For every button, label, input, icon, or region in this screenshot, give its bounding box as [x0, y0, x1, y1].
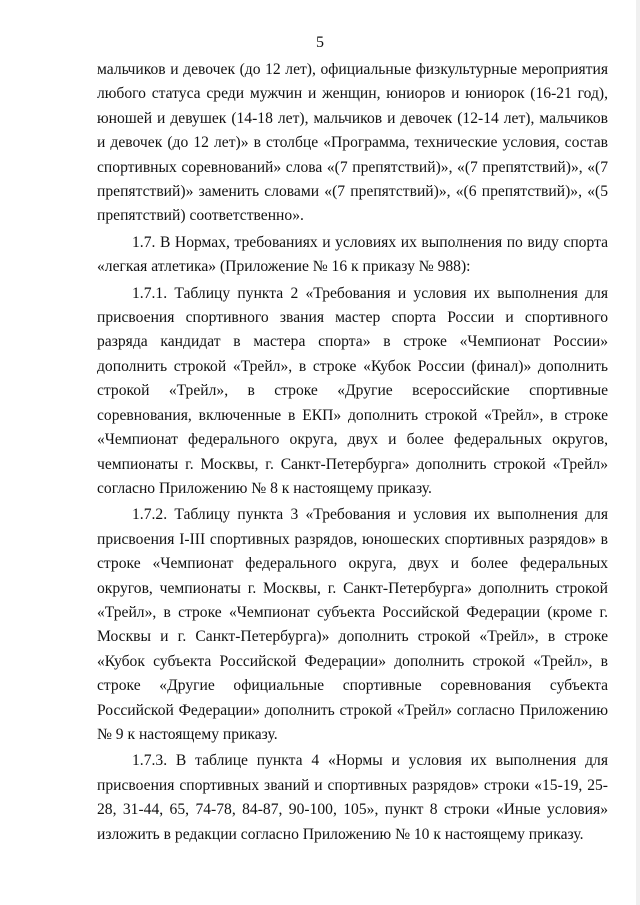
- paragraph-1-7: 1.7. В Нормах, требованиях и условиях их выполнения по виду спорта «легкая атлетика» (Приложение № 16 к приказу № 988):: [97, 233, 608, 276]
- paragraph-1-7-3: 1.7.3. В таблице пункта 4 «Нормы и условия их выполнения для присвоения спортивных званий и спортивных разрядов» строки «15-19, 25-28, 31-44, 65, 74-78, 84-87, 90-100, 105», пункт 8 строки «Иные условия» изложить в редакции согласно Приложению № 10 к настоящему приказу.: [97, 752, 608, 843]
- paragraph-continuation: мальчиков и девочек (до 12 лет), официальные физкультурные мероприятия любого статуса среди мужчин и женщин, юниоров и юниорок (16-21 год), юношей и девушек (14-18 лет), мальчиков и девочек (12-14 лет), мальчиков и девочек (до 12 лет)» в столбце «Программа, технические условия, состав спортивных соревнований» слова «(7 препятствий)», «(7 препятствий)», «(7 препятствий)» заменить словами «(7 препятствий)», «(6 препятствий)», «(5 препятствий) соответственно».: [97, 61, 608, 225]
- paragraph-1-7-1: 1.7.1. Таблицу пункта 2 «Требования и условия их выполнения для присвоения спортивного звания мастер спорта России и спортивного разряда кандидат в мастера спорта» в строке «Чемпионат России» дополнить строкой «Трейл», в строке «Кубок России (финал)» дополнить строкой «Трейл», в строке «Другие всероссийские спортивные соревнования, включенные в ЕКП» дополнить строкой «Трейл», в строке «Чемпионат федерального округа, двух и более федеральных округов, чемпионаты г. Москвы, г. Санкт-Петербурга» дополнить строкой «Трейл» согласно Приложению № 8 к настоящему приказу.: [97, 284, 608, 497]
- page-number: 5: [316, 34, 324, 51]
- document-body: [97, 58, 608, 849]
- scan-edge: [636, 0, 640, 905]
- paragraph-1-7-2: 1.7.2. Таблицу пункта 3 «Требования и условия их выполнения для присвоения I-III спортивных разрядов, юношеских спортивных разрядов» в строке «Чемпионат федерального округа, двух и более федеральных округов, чемпионаты г. Москвы, г. Санкт-Петербурга» дополнить строкой «Трейл», в строке «Чемпионат субъекта Российской Федерации (кроме г. Москвы и г. Санкт-Петербурга)» дополнить строкой «Трейл», в строке «Кубок субъекта Российской Федерации» дополнить строкой «Трейл», в строке «Другие официальные спортивные соревнования субъекта Российской Федерации» дополнить строкой «Трейл» согласно Приложению № 9 к настоящему приказу.: [97, 506, 608, 743]
